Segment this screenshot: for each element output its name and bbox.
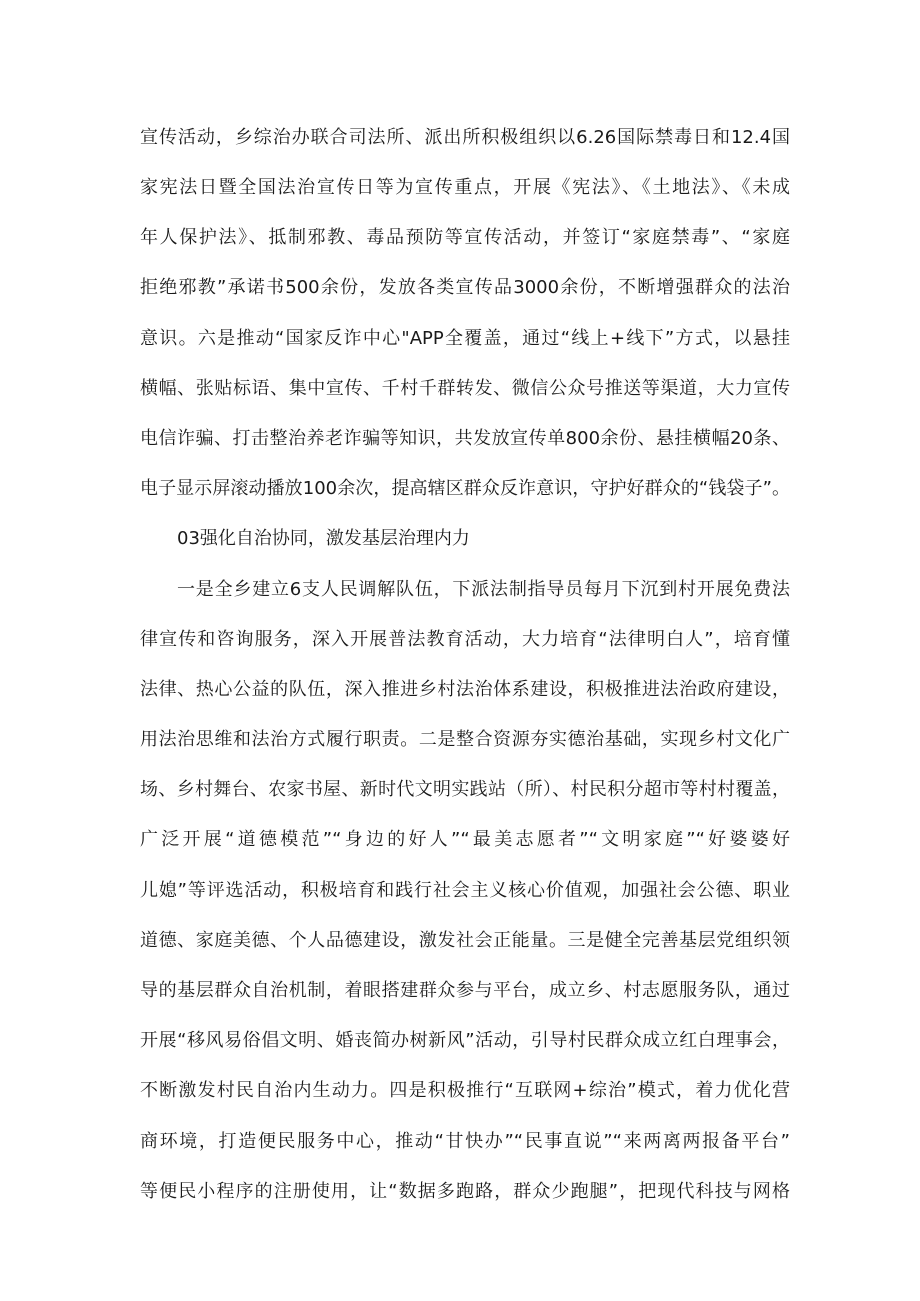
paragraph-line: 儿媳”等评选活动，积极培育和践行社会主义核心价值观，加强社会公德、职业 — [140, 880, 790, 901]
paragraph-line: 拒绝邪教”承诺书500余份，发放各类宣传品3000余份，不断增强群众的法治 — [140, 277, 790, 298]
section-heading: 03强化自治协同，激发基层治理内力 — [177, 528, 470, 549]
paragraph-line: 广泛开展“道德模范”“身边的好人”“最美志愿者”“文明家庭”“好婆婆好 — [140, 829, 790, 850]
paragraph-line: 意识。六是推动“国家反诈中心"APP全覆盖，通过“线上+线下”方式，以悬挂 — [140, 328, 790, 349]
paragraph-line: 年人保护法》、抵制邪教、毒品预防等宣传活动，并签订“家庭禁毒”、“家庭 — [140, 227, 790, 248]
paragraph-line: 一是全乡建立6支人民调解队伍，下派法制指导员每月下沉到村开展免费法 — [177, 579, 790, 600]
paragraph-line: 横幅、张贴标语、集中宣传、千村千群转发、微信公众号推送等渠道，大力宣传 — [140, 378, 790, 399]
paragraph-line: 等便民小程序的注册使用，让“数据多跑路，群众少跑腿”，把现代科技与网格 — [140, 1181, 790, 1202]
paragraph-line: 不断激发村民自治内生动力。四是积极推行“互联网+综治”模式，着力优化营 — [140, 1080, 790, 1101]
paragraph-line: 道德、家庭美德、个人品德建设，激发社会正能量。三是健全完善基层党组织领 — [140, 930, 790, 951]
paragraph-line: 开展“移风易俗倡文明、婚丧简办树新风”活动，引导村民群众成立红白理事会， — [140, 1030, 790, 1051]
paragraph-line: 电子显示屏滚动播放100余次，提高辖区群众反诈意识，守护好群众的“钱袋子”。 — [140, 478, 790, 499]
paragraph-line: 商环境，打造便民服务中心，推动“甘快办”“民事直说”“来两离两报备平台” — [140, 1131, 790, 1152]
paragraph-line: 导的基层群众自治机制，着眼搭建群众参与平台，成立乡、村志愿服务队，通过 — [140, 980, 790, 1001]
paragraph-line: 家宪法日暨全国法治宣传日等为宣传重点，开展《宪法》、《土地法》、《未成 — [140, 177, 790, 198]
paragraph-line: 法律、热心公益的队伍，深入推进乡村法治体系建设，积极推进法治政府建设， — [140, 679, 790, 700]
paragraph-line: 场、乡村舞台、农家书屋、新时代文明实践站（所）、村民积分超市等村村覆盖， — [140, 779, 790, 800]
paragraph-line: 律宣传和咨询服务，深入开展普法教育活动，大力培育“法律明白人”，培育懂 — [140, 629, 790, 650]
paragraph-line: 电信诈骗、打击整治养老诈骗等知识，共发放宣传单800余份、悬挂横幅20条、 — [140, 428, 790, 449]
paragraph-line: 宣传活动，乡综治办联合司法所、派出所积极组织以6.26国际禁毒日和12.4国 — [140, 127, 790, 148]
paragraph-line: 用法治思维和法治方式履行职责。二是整合资源夯实德治基础，实现乡村文化广 — [140, 729, 790, 750]
